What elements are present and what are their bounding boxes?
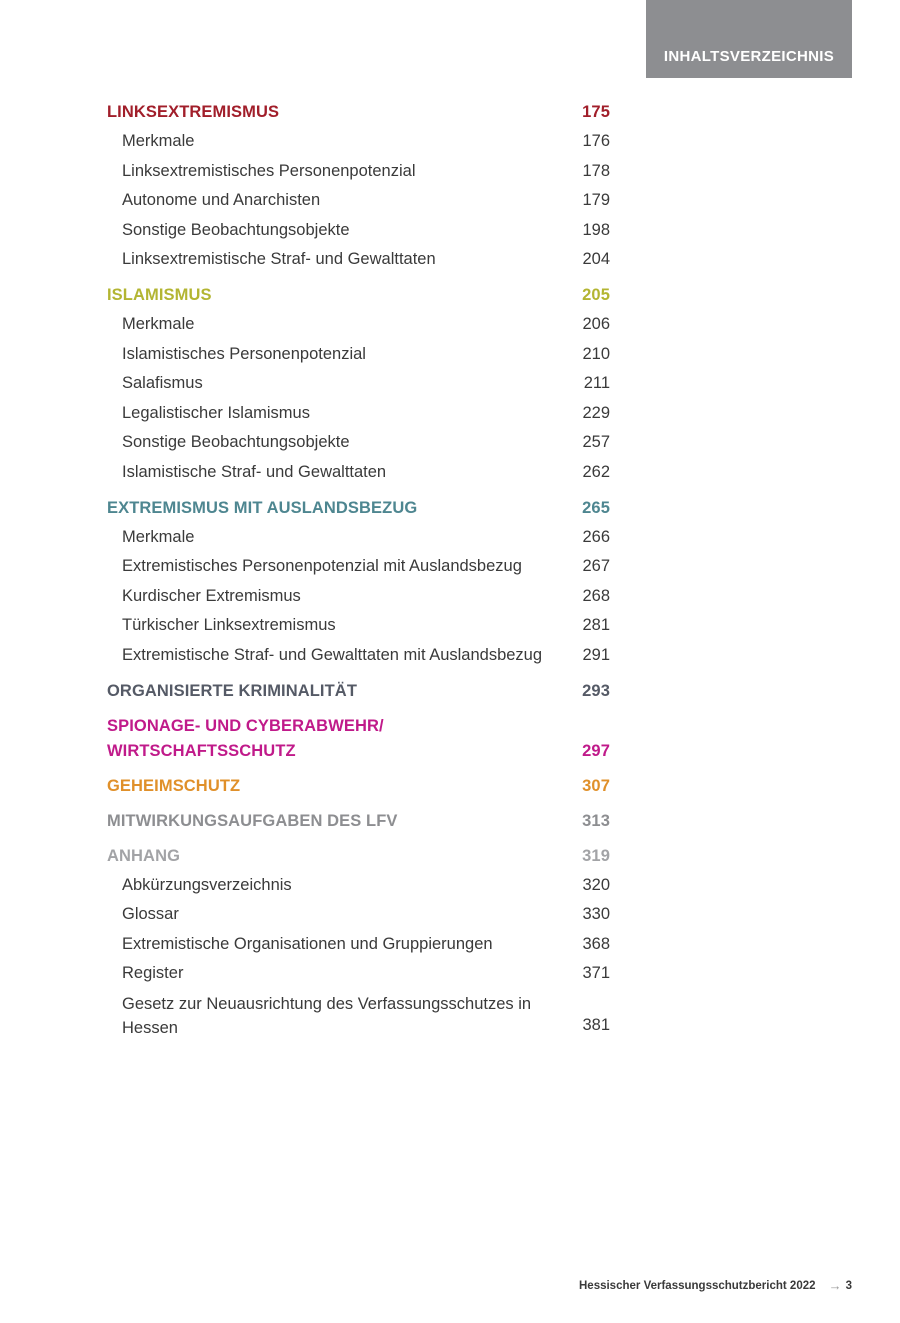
toc-entry[interactable] <box>107 523 610 553</box>
toc-entry-title: Extremistische Organisationen und Gruppierungen <box>122 934 493 953</box>
table-of-contents <box>107 97 610 1046</box>
toc-entry[interactable] <box>107 989 610 1041</box>
toc-entry-title: Merkmale <box>122 132 195 150</box>
toc-entry-title: Islamistisches Personenpotenzial <box>122 344 366 363</box>
toc-entry-page: 330 <box>582 905 610 924</box>
toc-entry-page: 229 <box>582 403 610 422</box>
toc-section-page: 293 <box>582 681 610 700</box>
toc-section <box>107 841 610 1041</box>
toc-entry-page: 267 <box>582 557 610 576</box>
toc-entry-title: Kurdischer Extremismus <box>122 586 301 605</box>
toc-section-title: ANHANG <box>107 846 181 865</box>
toc-entry-title: Gesetz zur Neuausrichtung des Verfassungsschutzes in Hessen <box>122 994 532 1038</box>
toc-entry-page: 257 <box>582 433 610 452</box>
toc-entry-title: Islamistische Straf- und Gewalttaten <box>122 462 387 481</box>
toc-entry-page: 320 <box>582 875 610 894</box>
toc-section-title: GEHEIMSCHUTZ <box>107 776 241 795</box>
toc-entry[interactable] <box>107 399 610 429</box>
toc-entry[interactable] <box>107 157 610 187</box>
toc-entry-page: 210 <box>582 344 610 363</box>
toc-entry-page: 211 <box>583 374 610 393</box>
footer-page-indicator <box>829 1278 852 1293</box>
toc-entry-page: 371 <box>582 964 610 983</box>
toc-section <box>107 97 610 275</box>
toc-section-heading[interactable] <box>107 676 610 706</box>
toc-entry[interactable] <box>107 340 610 370</box>
toc-section <box>107 280 610 488</box>
toc-section-page: 265 <box>582 498 610 517</box>
toc-entry-page: 206 <box>582 314 610 333</box>
toc-section-page: 297 <box>582 741 610 760</box>
toc-entry-page: 381 <box>582 1016 610 1035</box>
toc-entry[interactable] <box>107 245 610 275</box>
toc-entry[interactable] <box>107 310 610 340</box>
toc-section-title: ORGANISIERTE KRIMINALITÄT <box>107 681 357 700</box>
toc-entry-title: Türkischer Linksextremismus <box>122 616 336 635</box>
toc-section-page: 175 <box>582 103 610 121</box>
toc-entry-page: 198 <box>582 220 610 239</box>
toc-entry-title: Autonome und Anarchisten <box>122 191 321 210</box>
toc-section-title: LINKSEXTREMISMUS <box>107 103 280 121</box>
toc-entry[interactable] <box>107 216 610 246</box>
toc-entry-page: 262 <box>582 462 610 481</box>
toc-entry[interactable] <box>107 871 610 901</box>
toc-entry[interactable] <box>107 369 610 399</box>
toc-entry-page: 179 <box>582 191 610 210</box>
toc-entry[interactable] <box>107 458 610 488</box>
toc-entry[interactable] <box>107 186 610 216</box>
toc-section <box>107 771 610 801</box>
toc-section-title: ISLAMISMUS <box>107 285 212 304</box>
toc-entry-page: 266 <box>582 527 610 546</box>
toc-entry-title: Abkürzungsverzeichnis <box>122 875 292 894</box>
page-footer <box>579 1278 852 1293</box>
toc-section-heading[interactable] <box>107 280 610 310</box>
toc-entry-page: 268 <box>582 586 610 605</box>
toc-entry-page: 368 <box>582 934 610 953</box>
toc-entry-title: Merkmale <box>122 314 195 333</box>
toc-section-page: 307 <box>582 776 610 795</box>
toc-section-heading[interactable] <box>107 493 610 523</box>
toc-section-heading[interactable] <box>107 841 610 871</box>
toc-section-heading[interactable] <box>107 806 610 836</box>
toc-entry-title: Linksextremistisches Personenpotenzial <box>122 161 416 180</box>
toc-section <box>107 711 610 766</box>
toc-entry-page: 176 <box>582 132 610 150</box>
toc-section-heading[interactable] <box>107 771 610 801</box>
toc-section-heading[interactable] <box>107 711 610 766</box>
toc-entry[interactable] <box>107 127 610 157</box>
toc-section-page: 319 <box>582 846 610 865</box>
footer-page-number: 3 <box>845 1279 852 1292</box>
toc-section-page: 205 <box>582 285 610 304</box>
toc-section-page: 313 <box>582 811 610 830</box>
toc-entry-title: Salafismus <box>122 374 203 393</box>
toc-entry-title: Sonstige Beobachtungsobjekte <box>122 220 350 239</box>
toc-section <box>107 493 610 671</box>
footer-publication-title: Hessischer Verfassungsschutzbericht 2022 <box>579 1279 816 1292</box>
toc-entry-page: 204 <box>582 250 610 269</box>
toc-entry[interactable] <box>107 552 610 582</box>
toc-section <box>107 676 610 706</box>
toc-entry-title: Glossar <box>122 905 179 924</box>
toc-entry[interactable] <box>107 641 610 671</box>
toc-entry-title: Extremistische Straf- und Gewalttaten mit Auslandsbezug <box>122 645 543 664</box>
section-tab-label: INHALTSVERZEICHNIS <box>663 48 835 65</box>
toc-entry[interactable] <box>107 959 610 989</box>
toc-entry-page: 281 <box>582 616 610 635</box>
toc-entry-page: 178 <box>582 161 610 180</box>
arrow-right-icon: → <box>828 1278 842 1293</box>
toc-entry-title: Merkmale <box>122 527 195 546</box>
toc-entry-title: Sonstige Beobachtungsobjekte <box>122 433 350 452</box>
toc-section-title: SPIONAGE- UND CYBERABWEHR/ WIRTSCHAFTSSCHUTZ <box>107 716 384 760</box>
toc-entry-title: Register <box>122 964 184 983</box>
section-tab <box>646 0 852 78</box>
toc-entry-title: Legalistischer Islamismus <box>122 403 310 422</box>
toc-entry[interactable] <box>107 611 610 641</box>
toc-entry[interactable] <box>107 900 610 930</box>
toc-entry[interactable] <box>107 930 610 960</box>
toc-entry[interactable] <box>107 582 610 612</box>
toc-section-title: MITWIRKUNGSAUFGABEN DES LFV <box>107 811 398 830</box>
toc-section-title: EXTREMISMUS MIT AUSLANDSBEZUG <box>107 498 418 517</box>
toc-entry-title: Linksextremistische Straf- und Gewalttaten <box>122 250 436 269</box>
toc-entry-title: Extremistisches Personenpotenzial mit Auslandsbezug <box>122 557 522 576</box>
toc-entry-page: 291 <box>582 645 610 664</box>
toc-section-heading[interactable] <box>107 97 610 127</box>
toc-section <box>107 806 610 836</box>
toc-entry[interactable] <box>107 428 610 458</box>
